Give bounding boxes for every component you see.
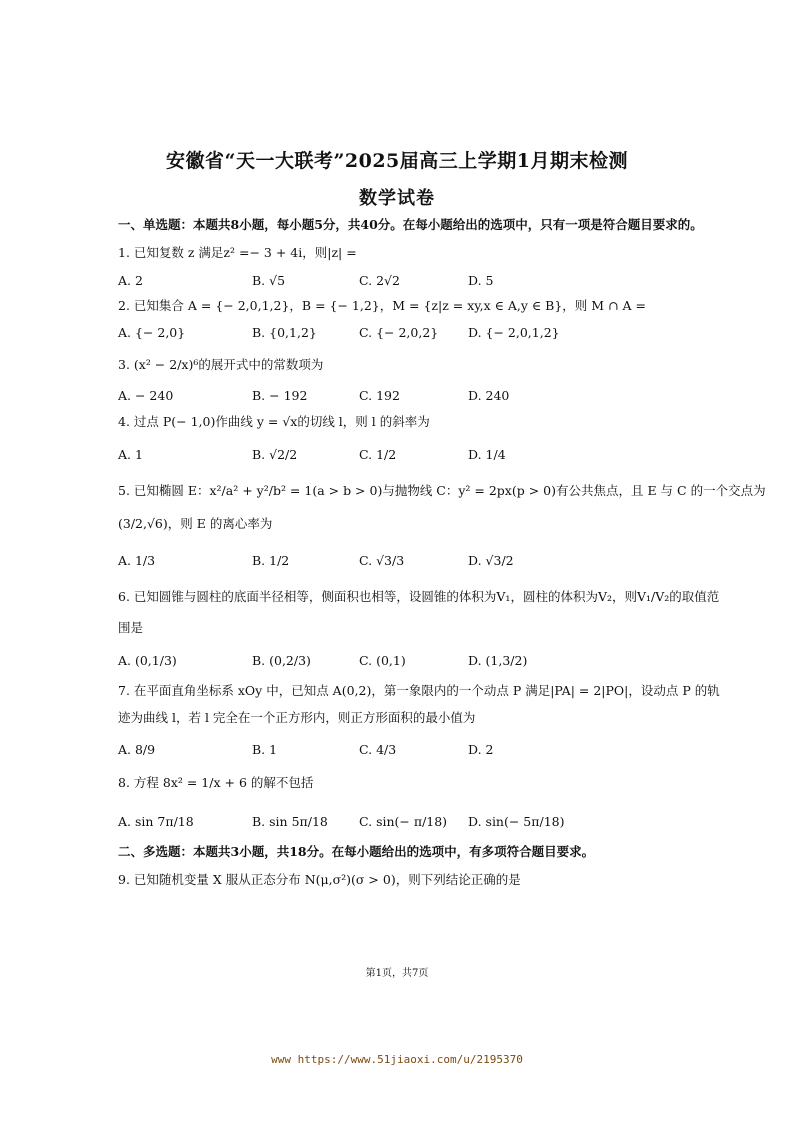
q5-option-c: C. √3/3 [359, 553, 405, 568]
question-6-stem: 6. 已知圆锥与圆柱的底面半径相等，侧面积也相等，设圆锥的体积为V₁，圆柱的体积为V₂，则V₁/V₂的取值范 [118, 589, 720, 604]
q3-option-d: D. 240 [468, 388, 510, 403]
q7-option-a: A. 8/9 [118, 742, 156, 757]
q3-option-c: C. 192 [359, 388, 400, 403]
q6-option-c: C. (0,1) [359, 653, 406, 668]
q1-option-a: A. 2 [118, 273, 143, 288]
question-2-stem: 2. 已知集合 A = {− 2,0,1,2}，B = {− 1,2}，M = {z|z = xy,x ∈ A,y ∈ B}，则 M ∩ A = [118, 298, 646, 313]
question-5-stem: 5. 已知椭圆 E：x²/a² + y²/b² = 1(a > b > 0)与抛物线 C：y² = 2px(p > 0)有公共焦点，且 E 与 C 的一个交点为 [118, 483, 766, 498]
q4-option-c: C. 1/2 [359, 447, 397, 462]
q8-option-a: A. sin 7π/18 [118, 814, 194, 829]
q4-option-b: B. √2/2 [252, 447, 298, 462]
exam-title: 安徽省“天一大联考”2025届高三上学期1月期末检测 [166, 150, 628, 172]
q6-option-d: D. (1,3/2) [468, 653, 528, 668]
q4-option-a: A. 1 [118, 447, 143, 462]
q2-option-c: C. {− 2,0,2} [359, 325, 439, 340]
q7-option-b: B. 1 [252, 742, 278, 757]
q2-option-b: B. {0,1,2} [252, 325, 317, 340]
question-7-stem-cont: 迹为曲线 l，若 l 完全在一个正方形内，则正方形面积的最小值为 [118, 710, 476, 725]
q1-option-d: D. 5 [468, 273, 494, 288]
question-9-stem: 9. 已知随机变量 X 服从正态分布 N(μ,σ²)(σ > 0)，则下列结论正确的是 [118, 872, 521, 887]
source-watermark: www https://www.51jiaoxi.com/u/2195370 [271, 1053, 523, 1066]
question-3-stem: 3. (x² − 2/x)⁶的展开式中的常数项为 [118, 357, 324, 372]
q8-option-d: D. sin(− 5π/18) [468, 814, 565, 829]
question-5-stem-cont: (3/2,√6)，则 E 的离心率为 [118, 516, 273, 531]
section-1-heading: 一、单选题：本题共8小题，每小题5分，共40分。在每小题给出的选项中，只有一项是符合题目要求的。 [118, 217, 703, 232]
q1-option-b: B. √5 [252, 273, 286, 288]
q6-option-b: B. (0,2/3) [252, 653, 311, 668]
q3-option-b: B. − 192 [252, 388, 308, 403]
q2-option-d: D. {− 2,0,1,2} [468, 325, 560, 340]
q7-option-c: C. 4/3 [359, 742, 397, 757]
question-8-stem: 8. 方程 8x² = 1/x + 6 的解不包括 [118, 775, 314, 790]
page-number: 第1页，共7页 [365, 968, 429, 979]
q4-option-d: D. 1/4 [468, 447, 506, 462]
q2-option-a: A. {− 2,0} [118, 325, 186, 340]
question-6-stem-cont: 围是 [118, 620, 144, 635]
question-7-stem: 7. 在平面直角坐标系 xOy 中，已知点 A(0,2)，第一象限内的一个动点 P 满足|PA| = 2|PO|，设动点 P 的轨 [118, 683, 720, 698]
q8-option-c: C. sin(− π/18) [359, 814, 448, 829]
q5-option-d: D. √3/2 [468, 553, 514, 568]
q8-option-b: B. sin 5π/18 [252, 814, 328, 829]
q5-option-b: B. 1/2 [252, 553, 290, 568]
q5-option-a: A. 1/3 [118, 553, 156, 568]
question-4-stem: 4. 过点 P(− 1,0)作曲线 y = √x的切线 l，则 l 的斜率为 [118, 414, 430, 429]
section-2-heading: 二、多选题：本题共3小题，共18分。在每小题给出的选项中，有多项符合题目要求。 [118, 844, 595, 859]
exam-subtitle: 数学试卷 [359, 188, 435, 209]
q6-option-a: A. (0,1/3) [118, 653, 177, 668]
q7-option-d: D. 2 [468, 742, 494, 757]
q3-option-a: A. − 240 [118, 388, 174, 403]
question-1-stem: 1. 已知复数 z 满足z² =− 3 + 4i，则|z| = [118, 245, 357, 260]
q1-option-c: C. 2√2 [359, 273, 400, 288]
